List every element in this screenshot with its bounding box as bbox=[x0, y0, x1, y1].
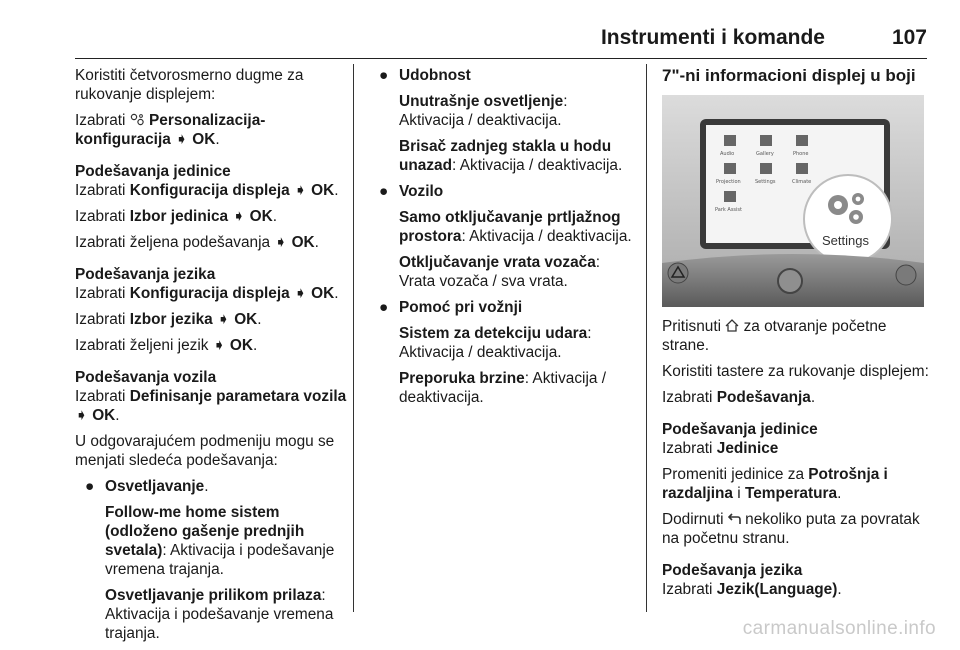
column-right bbox=[662, 66, 932, 606]
select-language-instruction: Izabrati Jezik(Language). bbox=[662, 581, 842, 598]
section-title: 7"-ni informacioni displej u boji bbox=[662, 66, 916, 85]
vehicle-heading: Podešavanja vozila bbox=[75, 369, 217, 386]
column-divider bbox=[353, 64, 354, 612]
app-label: Park Assist bbox=[715, 207, 742, 213]
language-heading-2: Podešavanja jezika bbox=[662, 562, 803, 579]
language-step-3: Izabrati željeni jezik ➧ OK. bbox=[75, 337, 258, 354]
list-item-lighting: ● Osvetljavanje. Follow-me home sistem (odloženo gašenje prednjih svetala): Aktivacija i podešavanje vremena trajanja. Osvetljavanje prilikom prilaza: Aktivacija i podešavanje vremena trajanja. bbox=[85, 478, 335, 642]
home-icon bbox=[725, 318, 739, 331]
bullet-icon: ● bbox=[379, 299, 389, 316]
app-label: Projection bbox=[716, 179, 741, 185]
language-heading: Podešavanja jezika bbox=[75, 266, 216, 283]
vehicle-step: Izabrati Definisanje parametara vozila ➧ OK. bbox=[75, 388, 347, 424]
use-buttons-text: Koristiti tastere za rukovanje displejem: bbox=[662, 363, 929, 380]
units-step-1: Izabrati Konfiguracija displeja ➧ OK. bbox=[75, 182, 339, 199]
column-left bbox=[75, 66, 347, 650]
page-number: 107 bbox=[891, 26, 927, 49]
zoom-label: Settings bbox=[822, 233, 869, 248]
list-item-comfort: ● Udobnost Unutrašnje osvetljenje: Aktivacija / deaktivacija. Brisač zadnjeg stakla u hodu unazad: Aktivacija / deaktivacija. bbox=[379, 67, 623, 174]
app-label: Settings bbox=[755, 179, 776, 185]
app-label: Gallery bbox=[756, 151, 774, 157]
language-step-2: Izabrati Izbor jezika ➧ OK. bbox=[75, 311, 262, 328]
intro-text: Koristiti četvorosmerno dugme za rukovanje displejem: bbox=[75, 67, 304, 103]
list-item-vehicle: ● Vozilo Samo otključavanje prtljažnog prostora: Aktivacija / deaktivacija. Otključavanje vrata vozača: Vrata vozača / sva vrata. bbox=[379, 183, 632, 290]
page-title: Instrumenti i komande bbox=[600, 26, 825, 49]
page-header bbox=[75, 28, 927, 59]
bullet-icon: ● bbox=[379, 183, 389, 200]
back-icon bbox=[728, 511, 741, 523]
units-heading-2: Podešavanja jedinice bbox=[662, 421, 818, 438]
units-step-2: Izabrati Izbor jedinica ➧ OK. bbox=[75, 208, 277, 225]
select-settings-instruction: Izabrati Podešavanja. bbox=[662, 389, 816, 406]
column-middle bbox=[369, 66, 641, 414]
bullet-icon: ● bbox=[85, 478, 95, 495]
select-units-instruction: Izabrati Jedinice bbox=[662, 440, 779, 457]
personalization-instruction: Izabrati Personalizacija-konfiguracija ➧ OK. bbox=[75, 112, 266, 148]
units-step-3: Izabrati željena podešavanja ➧ OK. bbox=[75, 234, 319, 251]
submenu-text: U odgovarajućem podmeniju mogu se menjati sledeća podešavanja: bbox=[75, 433, 335, 469]
app-label: Climate bbox=[792, 179, 812, 185]
settings-icon bbox=[130, 112, 145, 125]
units-heading: Podešavanja jedinice bbox=[75, 163, 231, 180]
language-step-1: Izabrati Konfiguracija displeja ➧ OK. bbox=[75, 285, 339, 302]
bullet-icon: ● bbox=[379, 67, 389, 84]
press-home-instruction: Pritisnuti za otvaranje početne strane. bbox=[662, 318, 887, 354]
change-units-instruction: Promeniti jedinice za Potrošnja i razdaljina i Temperatura. bbox=[662, 466, 888, 502]
touch-back-instruction: Dodirnuti nekoliko puta za povratak na početnu stranu. bbox=[662, 511, 920, 547]
app-label: Audio bbox=[720, 151, 735, 157]
infotainment-display-figure bbox=[662, 95, 924, 307]
list-item-driving-aid: ● Pomoć pri vožnji Sistem za detekciju udara: Aktivacija / deaktivacija. Preporuka brzine: Aktivacija / deaktivacija. bbox=[379, 299, 606, 406]
column-divider bbox=[646, 64, 647, 612]
app-label: Phone bbox=[793, 151, 809, 157]
watermark: carmanualsonline.info bbox=[742, 618, 936, 639]
